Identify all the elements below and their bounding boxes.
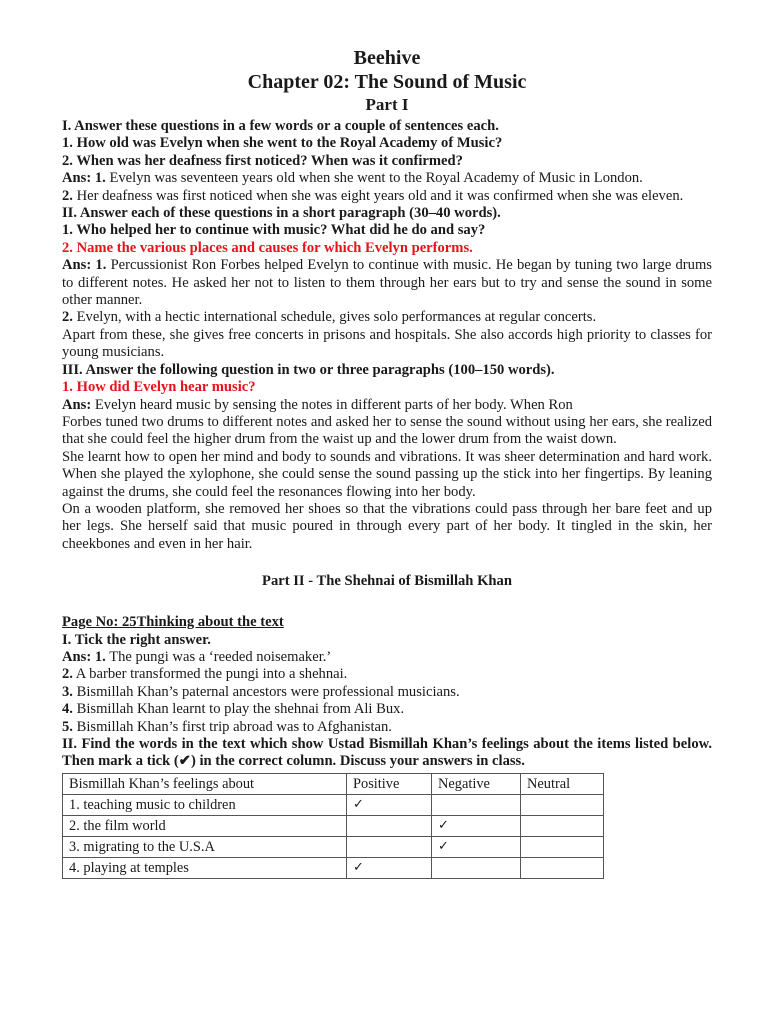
part-two-answer-1: Ans: 1. The pungi was a ‘reeded noisemaker.’ xyxy=(62,648,332,665)
section-three-paragraph-2: She learnt how to open her mind and body to sounds and vibrations. It was sheer determination and hard work. When she played the xylophone, she could sense the sound passing up the stick into her fingertips. By leaning against the drums, she could feel the resonances flowing into her body. xyxy=(62,448,712,500)
part-one-title: Part I xyxy=(365,95,409,114)
check-icon: ✓ xyxy=(432,815,521,836)
table-cell xyxy=(347,836,432,857)
table-row xyxy=(63,836,604,857)
table-cell xyxy=(521,815,604,836)
table-cell: 3. migrating to the U.S.A xyxy=(63,836,347,857)
table-cell: 1. teaching music to children xyxy=(63,794,347,815)
table-cell xyxy=(432,794,521,815)
part-two-answer-2: 2. A barber transformed the pungi into a shehnai. xyxy=(62,666,348,683)
page-number-label: Page No: 25Thinking about the text xyxy=(62,614,284,631)
table-row xyxy=(63,794,604,815)
check-icon: ✓ xyxy=(347,857,432,878)
table-row xyxy=(63,857,604,878)
table-cell xyxy=(432,857,521,878)
section-three-question-1: 1. How did Evelyn hear music? xyxy=(62,379,256,396)
answer-1: Ans: 1. Evelyn was seventeen years old when she went to the Royal Academy of Music in London. xyxy=(62,170,643,187)
table-header-cell: Positive xyxy=(347,773,432,794)
section-three-paragraph-1: Forbes tuned two drums to different notes and asked her to sense the sound without using her ears, she realized that she could feel the higher drum from the waist up and the lower drum from the waist down. xyxy=(62,413,712,448)
table-header-cell: Negative xyxy=(432,773,521,794)
part-two-title: Part II - The Shehnai of Bismillah Khan xyxy=(262,573,512,590)
table-header-cell: Neutral xyxy=(521,773,604,794)
question-2: 2. When was her deafness first noticed? When was it confirmed? xyxy=(62,152,463,169)
ans-label: Ans: xyxy=(62,170,92,187)
feelings-table xyxy=(62,773,604,879)
table-cell xyxy=(521,794,604,815)
section-two-question-2: 2. Name the various places and causes for which Evelyn performs. xyxy=(62,239,473,256)
part-two-answer-3: 3. Bismillah Khan’s paternal ancestors were professional musicians. xyxy=(62,683,460,700)
section-three-answer-line: Ans: Evelyn heard music by sensing the notes in different parts of her body. When Ron xyxy=(62,396,573,413)
table-row xyxy=(63,815,604,836)
part-two-section-two-heading: II. Find the words in the text which show Ustad Bismillah Khan’s feelings about the items listed below. Then mark a tick (✔) in the correct column. Discuss your answers in class. xyxy=(62,736,712,770)
table-cell xyxy=(347,815,432,836)
section-two-heading: II. Answer each of these questions in a short paragraph (30–40 words). xyxy=(62,205,501,222)
answer-2: 2. Her deafness was first noticed when she was eight years old and it was confirmed when she was eleven. xyxy=(62,187,684,204)
table-header-row xyxy=(63,773,604,794)
table-cell: 2. the film world xyxy=(63,815,347,836)
table-cell xyxy=(521,857,604,878)
section-three-paragraph-3: On a wooden platform, she removed her shoes so that the vibrations could pass through her bare feet and up her legs. She herself said that music poured in through every part of her body. It tingled in the skin, her cheekbones and even in her hair. xyxy=(62,500,712,552)
chapter-title: Chapter 02: The Sound of Music xyxy=(247,71,527,93)
section-three-heading: III. Answer the following question in two or three paragraphs (100–150 words). xyxy=(62,361,555,378)
section-one-heading: I. Answer these questions in a few words or a couple of sentences each. xyxy=(62,118,499,134)
section-two-question-1: 1. Who helped her to continue with music? What did he do and say? xyxy=(62,222,486,239)
section-two-answer-2-continued: Apart from these, she gives free concerts in prisons and hospitals. She also accords high priority to classes for young musicians. xyxy=(62,326,712,361)
table-header-cell: Bismillah Khan’s feelings about xyxy=(63,773,347,794)
part-two-answer-4: 4. Bismillah Khan learnt to play the shehnai from Ali Bux. xyxy=(62,701,405,718)
check-icon: ✓ xyxy=(347,794,432,815)
part-two-answer-5: 5. Bismillah Khan’s first trip abroad was to Afghanistan. xyxy=(62,718,392,735)
table-cell xyxy=(521,836,604,857)
check-icon: ✓ xyxy=(432,836,521,857)
section-two-answer-1: Ans: 1. Percussionist Ron Forbes helped Evelyn to continue with music. He began by tuning two large drums to different notes. He asked her not to listen to them through her ears but to try and sense the sound in some other manner. xyxy=(62,257,712,309)
part-two-section-one-heading: I. Tick the right answer. xyxy=(62,631,211,648)
table-cell: 4. playing at temples xyxy=(63,857,347,878)
book-title: Beehive xyxy=(353,47,421,69)
question-1: 1. How old was Evelyn when she went to the Royal Academy of Music? xyxy=(62,135,503,152)
section-two-answer-2: 2. Evelyn, with a hectic international schedule, gives solo performances at regular concerts. xyxy=(62,309,597,326)
